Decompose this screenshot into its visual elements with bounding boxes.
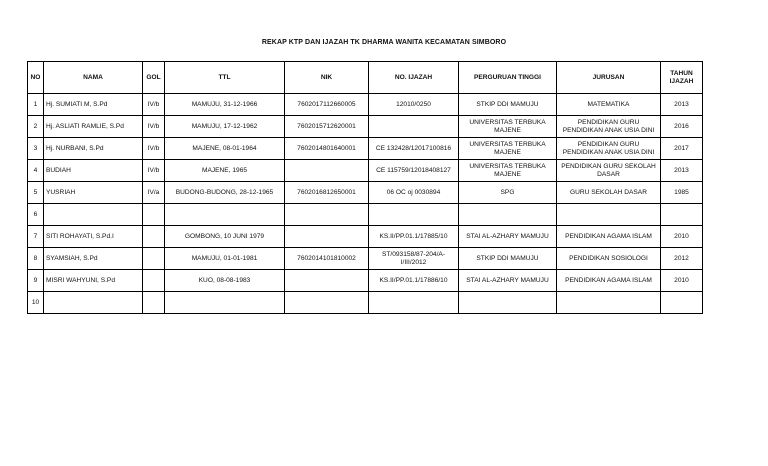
cell-no-ijazah: 06 OC oj 0030894 [369,182,459,204]
cell-gol [143,292,165,314]
cell-perguruan-tinggi: STKIP DDI MAMUJU [459,94,557,116]
cell-tahun: 1985 [661,182,703,204]
cell-nama: SITI ROHAYATI, S.Pd.I [44,226,143,248]
header-no: NO [28,62,44,94]
cell-perguruan-tinggi [459,292,557,314]
header-nik: NIK [285,62,369,94]
header-nama: NAMA [44,62,143,94]
cell-no: 4 [28,160,44,182]
cell-gol [143,204,165,226]
cell-gol: IV/a [143,182,165,204]
cell-ttl: MAJENE, 1965 [165,160,285,182]
table-row [28,138,703,160]
header-no-ijazah: NO. IJAZAH [369,62,459,94]
cell-gol [143,248,165,270]
cell-nik: 7602014101810002 [285,248,369,270]
cell-jurusan: PENDIDIKAN GURU PENDIDIKAN ANAK USIA DINI [557,116,661,138]
cell-no: 3 [28,138,44,160]
cell-no: 5 [28,182,44,204]
cell-nik [285,204,369,226]
cell-nik [285,270,369,292]
cell-nik [285,226,369,248]
cell-nama [44,292,143,314]
header-tahun-ijazah: TAHUN IJAZAH [661,62,703,94]
table-row [28,292,703,314]
cell-nik [285,160,369,182]
table-row [28,160,703,182]
cell-no-ijazah: KS.II/PP.01.1/17885/10 [369,226,459,248]
cell-no: 6 [28,204,44,226]
cell-gol [143,226,165,248]
cell-ttl: BUDONG-BUDONG, 28-12-1965 [165,182,285,204]
cell-jurusan: PENDIDIKAN AGAMA ISLAM [557,226,661,248]
cell-ttl: MAMUJU, 31-12-1966 [165,94,285,116]
table-row [28,226,703,248]
cell-tahun: 2013 [661,160,703,182]
rekap-table [27,61,703,314]
cell-no-ijazah [369,292,459,314]
cell-perguruan-tinggi: STAI AL-AZHARY MAMUJU [459,270,557,292]
cell-ttl [165,292,285,314]
table-row [28,204,703,226]
header-ttl: TTL [165,62,285,94]
cell-gol: IV/b [143,138,165,160]
cell-nama: YUSRIAH [44,182,143,204]
cell-ttl: MAMUJU, 01-01-1981 [165,248,285,270]
cell-no-ijazah: 12010/0250 [369,94,459,116]
table-row [28,248,703,270]
header-jurusan: JURUSAN [557,62,661,94]
table-row [28,270,703,292]
cell-perguruan-tinggi [459,204,557,226]
page-title: REKAP KTP DAN IJAZAH TK DHARMA WANITA KECAMATAN SIMBORO [261,39,507,46]
header-row [28,62,703,94]
cell-perguruan-tinggi: UNIVERSITAS TERBUKA MAJENE [459,138,557,160]
cell-no-ijazah [369,116,459,138]
cell-no: 9 [28,270,44,292]
cell-tahun [661,204,703,226]
cell-gol: IV/b [143,116,165,138]
table-row [28,182,703,204]
cell-no: 1 [28,94,44,116]
header-gol: GOL [143,62,165,94]
header-perguruan-tinggi: PERGURUAN TINGGI [459,62,557,94]
cell-tahun: 2010 [661,226,703,248]
cell-jurusan: PENDIDIKAN SOSIOLOGI [557,248,661,270]
cell-nama: SYAMSIAH, S.Pd [44,248,143,270]
cell-jurusan: PENDIDIKAN GURU PENDIDIKAN ANAK USIA DINI [557,138,661,160]
cell-tahun: 2017 [661,138,703,160]
cell-perguruan-tinggi: UNIVERSITAS TERBUKA MAJENE [459,116,557,138]
cell-nama [44,204,143,226]
cell-gol [143,270,165,292]
cell-no-ijazah [369,204,459,226]
cell-nik: 7602017112660005 [285,94,369,116]
cell-no-ijazah: ST/093158/87-204/A-I/III/2012 [369,248,459,270]
cell-perguruan-tinggi: STKIP DDI MAMUJU [459,248,557,270]
cell-gol: IV/b [143,94,165,116]
cell-ttl: MAJENE, 08-01-1964 [165,138,285,160]
cell-jurusan [557,204,661,226]
cell-perguruan-tinggi: SPG [459,182,557,204]
cell-gol: IV/b [143,160,165,182]
cell-tahun: 2010 [661,270,703,292]
cell-nik: 7602015712620001 [285,116,369,138]
cell-tahun [661,292,703,314]
cell-nik: 7602016812650001 [285,182,369,204]
cell-nama: BUDIAH [44,160,143,182]
cell-jurusan: GURU SEKOLAH DASAR [557,182,661,204]
table-row [28,116,703,138]
cell-no: 10 [28,292,44,314]
cell-jurusan [557,292,661,314]
cell-nama: MISRI WAHYUNI, S.Pd [44,270,143,292]
cell-nama: Hj. ASLIATI RAMLIE, S.Pd [44,116,143,138]
cell-jurusan: MATEMATIKA [557,94,661,116]
cell-no: 7 [28,226,44,248]
cell-perguruan-tinggi: STAI AL-AZHARY MAMUJU [459,226,557,248]
cell-nama: Hj. NURBANI, S.Pd [44,138,143,160]
cell-no-ijazah: CE 115759/12018408127 [369,160,459,182]
cell-perguruan-tinggi: UNIVERSITAS TERBUKA MAJENE [459,160,557,182]
cell-tahun: 2016 [661,116,703,138]
cell-tahun: 2012 [661,248,703,270]
cell-ttl: GOMBONG, 10 JUNI 1979 [165,226,285,248]
cell-ttl: KUO, 08-08-1983 [165,270,285,292]
cell-nik [285,292,369,314]
cell-no-ijazah: CE 132428/12017100816 [369,138,459,160]
cell-nama: Hj. SUMIATI M, S.Pd [44,94,143,116]
table-row [28,94,703,116]
cell-jurusan: PENDIDIKAN AGAMA ISLAM [557,270,661,292]
cell-ttl: MAMUJU, 17-12-1962 [165,116,285,138]
cell-tahun: 2013 [661,94,703,116]
cell-no-ijazah: KS.II/PP.01.1/17886/10 [369,270,459,292]
cell-no: 2 [28,116,44,138]
cell-jurusan: PENDIDIKAN GURU SEKOLAH DASAR [557,160,661,182]
cell-nik: 7602014801640001 [285,138,369,160]
cell-ttl [165,204,285,226]
cell-no: 8 [28,248,44,270]
